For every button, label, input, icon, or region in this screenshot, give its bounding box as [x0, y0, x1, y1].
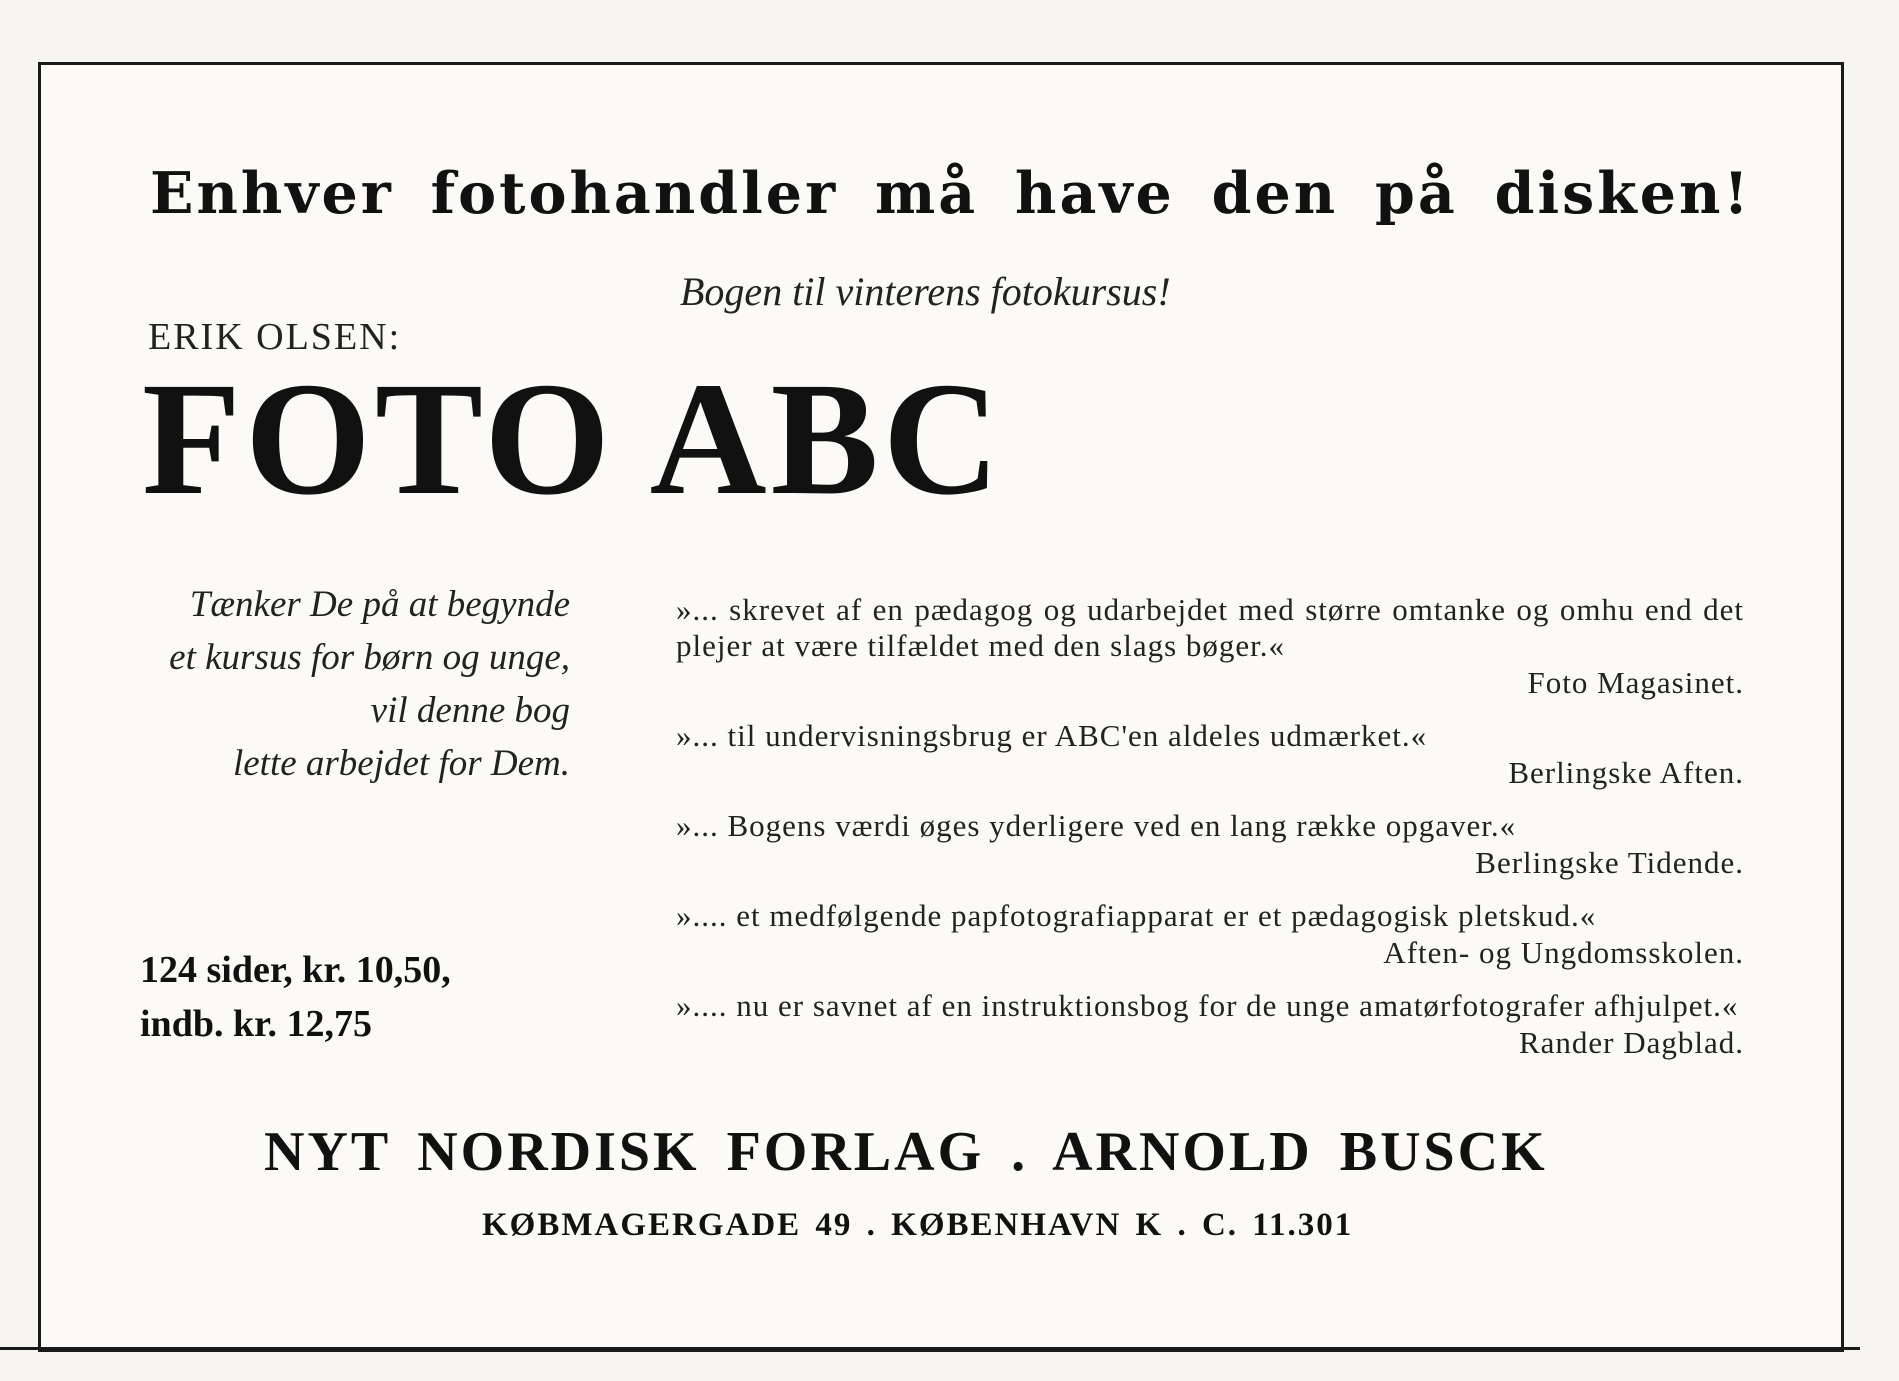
quote-source: Aften- og Ungdomsskolen.: [1383, 935, 1744, 970]
intro-line: Tænker De på at begynde: [189, 584, 570, 625]
author-name: ERIK OLSEN:: [148, 316, 402, 358]
quote-text: ».... nu er savnet af en instruktionsbog for de unge amatørfotografer afhjulpet.«: [676, 988, 1739, 1023]
review-quote: [676, 898, 1744, 972]
review-quote: [676, 592, 1744, 702]
publisher-address: KØBMAGERGADE 49 . KØBENHAVN K . C. 11.301: [482, 1207, 1354, 1243]
headline: Enhver fotohandler må have den på disken!: [150, 160, 1752, 227]
intro-line: et kursus for børn og unge,: [169, 637, 570, 678]
quote-text: »... Bogens værdi øges yderligere ved en lang række opgaver.«: [676, 808, 1517, 843]
intro-line: vil denne bog: [370, 690, 570, 731]
quote-source: Rander Dagblad.: [1518, 1025, 1744, 1060]
price-line: 124 sider, kr. 10,50,: [140, 949, 451, 991]
intro-text: [130, 578, 570, 790]
publisher-name: NYT NORDISK FORLAG . ARNOLD BUSCK: [264, 1121, 1548, 1183]
quote-source: Berlingske Tidende.: [1475, 845, 1744, 880]
quote-source: Berlingske Aften.: [1508, 755, 1744, 790]
price-info: [140, 943, 451, 1051]
review-quote: [676, 808, 1744, 882]
review-quote: [676, 718, 1744, 792]
bottom-rule: [0, 1347, 1860, 1350]
book-title: FOTO ABC: [142, 350, 1004, 529]
subtitle: Bogen til vinterens fotokursus!: [680, 269, 1171, 314]
quote-text: ».... et medfølgende papfotografiapparat er et pædagogisk pletskud.«: [676, 898, 1597, 933]
price-line: indb. kr. 12,75: [140, 1003, 372, 1045]
review-quotes: [676, 592, 1744, 1078]
quote-text: »... skrevet af en pædagog og udarbejdet med større omtanke og omhu end det plejer at være tilfældet med den slags bøger.«: [676, 592, 1744, 663]
quote-text: »... til undervisningsbrug er ABC'en aldeles udmærket.«: [676, 718, 1428, 753]
intro-line: lette arbejdet for Dem.: [232, 743, 570, 784]
review-quote: [676, 988, 1744, 1062]
quote-source: Foto Magasinet.: [1527, 665, 1744, 700]
